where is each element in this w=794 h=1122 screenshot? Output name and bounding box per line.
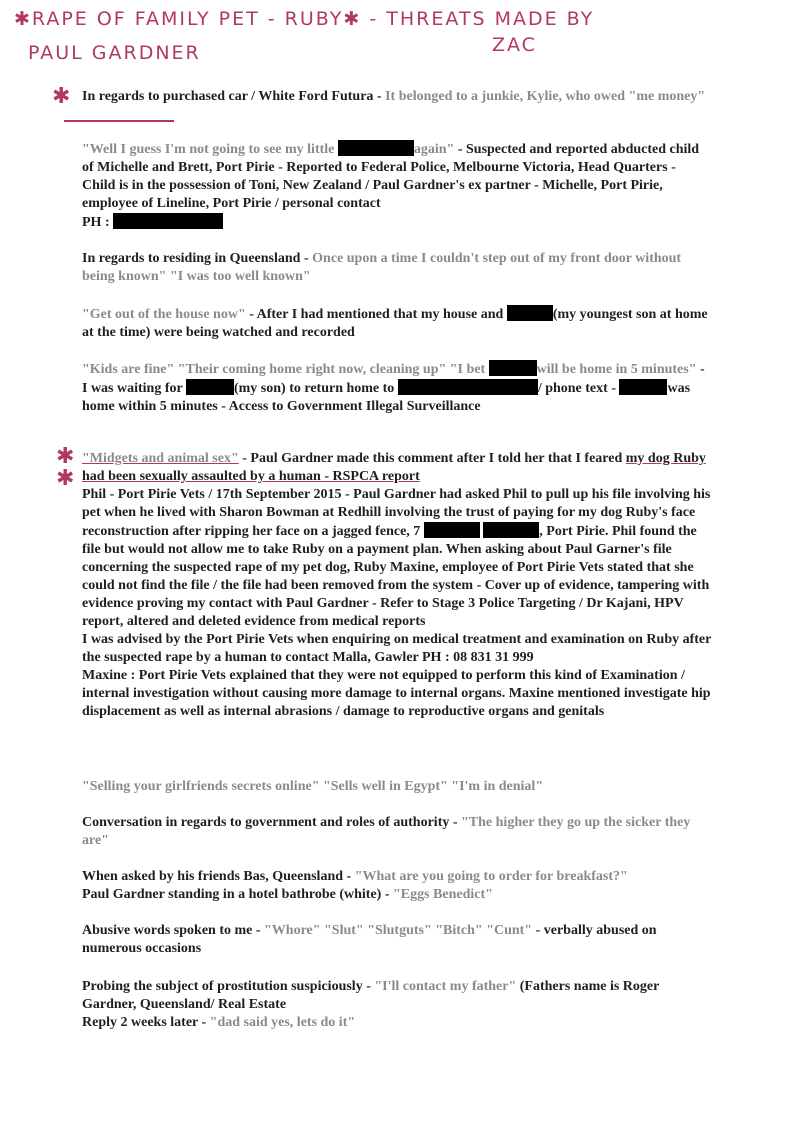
star-mark: ✱: [56, 444, 75, 469]
queensland-paragraph: In regards to residing in Queensland - Once upon a time I couldn't step out of my front door without being known" "I was too well known": [82, 251, 682, 284]
little-paragraph: "Well I guess I'm not going to see my little again" - Suspected and reported abducted child of Michelle and Brett, Port Pirie - Reported to Federal Police, Melbourne Victoria, Head Quarters - Child is in the possession of Toni, New Zealand / Paul Gardner's ex partner - Michelle, Port Pirie, employee of Lineline, Port Pirie / personal contact PH :: [82, 142, 700, 230]
star-mark: ✱: [52, 84, 71, 109]
selling-paragraph: "Selling your girlfriends secrets online" "Sells well in Egypt" "I'm in denial": [82, 779, 544, 794]
breakfast-paragraph: When asked by his friends Bas, Queensland - "What are you going to order for breakfast?" Paul Gardner standing in a hotel bathrobe (white) - "Eggs Benedict": [82, 869, 628, 902]
star-mark: ✱: [343, 8, 362, 30]
handwritten-name: PAUL GARDNER: [28, 42, 201, 64]
redaction: [113, 213, 223, 229]
redaction: [338, 140, 414, 156]
kids-paragraph: "Kids are fine" "Their coming home right now, cleaning up" "I bet will be home in 5 minutes" - I was waiting for (my son) to return home to / phone text - was home within 5 minutes - Access to Government Illegal Surveillance: [82, 362, 705, 414]
underline-mark: [64, 120, 174, 122]
getout-paragraph: "Get out of the house now" - After I had mentioned that my house and (my youngest son at home at the time) were being watched and recorded: [82, 307, 708, 340]
midgets-paragraph: "Midgets and animal sex" - Paul Gardner made this comment after I told her that I feared my dog Ruby had been sexually assaulted by a human - RSPCA report Phil - Port Pirie Vets / 17th September 2015 - Paul Gardner had asked Phil to pull up his file involving his pet when he lived with Sharon Bowman at Redhill involving the trust of paying for my dog Ruby's face reconstruction after ripping her face on a jagged fence, 7 , Port Pirie. Phil found the file but would not allow me to take Ruby on a payment plan. When asking about Paul Garner's file concerning the suspected rape of my pet dog, Ruby Maxine, employee of Port Pirie Vets stated that she could not find the file / the file had been removed from the system - Cover up of evidence, tampering with evidence proving my contact with Paul Gardner - Refer to Stage 3 Police Targeting / Dr Kajani, HPV report, altered and deleted evidence from medical reports I was advised by the Port Pirie Vets when enquiring on medical treatment and examination on Ruby after the suspected rape by a human to contact Malla, Gawler PH : 08 831 31 999 Maxine : Port Pirie Vets explained that they were not equipped to perform this kind of Examination / internal investigation without causing more damage to internal organs. Maxine mentioned investigate hip displacement as well as internal abrasions / damage to reproductive organs and genitals: [82, 451, 712, 719]
star-mark: ✱: [14, 8, 32, 30]
redaction: [619, 379, 667, 395]
government-paragraph: Conversation in regards to government and roles of authority - "The higher they go up the sicker they are": [82, 815, 691, 848]
probing-paragraph: Probing the subject of prostitution suspiciously - "I'll contact my father" (Fathers name is Roger Gardner, Queensland/ Real Estate Reply 2 weeks later - "dad said yes, lets do it": [82, 979, 660, 1030]
star-mark: ✱: [56, 466, 75, 491]
car-paragraph: In regards to purchased car / White Ford Futura - It belonged to a junkie, Kylie, who owed "me money": [82, 89, 706, 104]
redaction: [424, 522, 480, 538]
redaction: [489, 360, 537, 376]
handwritten-title: ✱RAPE OF FAMILY PET - RUBY✱ - THREATS MADE BY: [14, 8, 595, 30]
handwritten-zac: ZAC: [492, 34, 537, 56]
abusive-paragraph: Abusive words spoken to me - "Whore" "Slut" "Slutguts" "Bitch" "Cunt" - verbally abused on numerous occasions: [82, 923, 657, 956]
redaction: [483, 522, 539, 538]
redaction: [398, 379, 498, 395]
redaction: [186, 379, 234, 395]
redaction: [507, 305, 553, 321]
redaction: [498, 379, 538, 395]
